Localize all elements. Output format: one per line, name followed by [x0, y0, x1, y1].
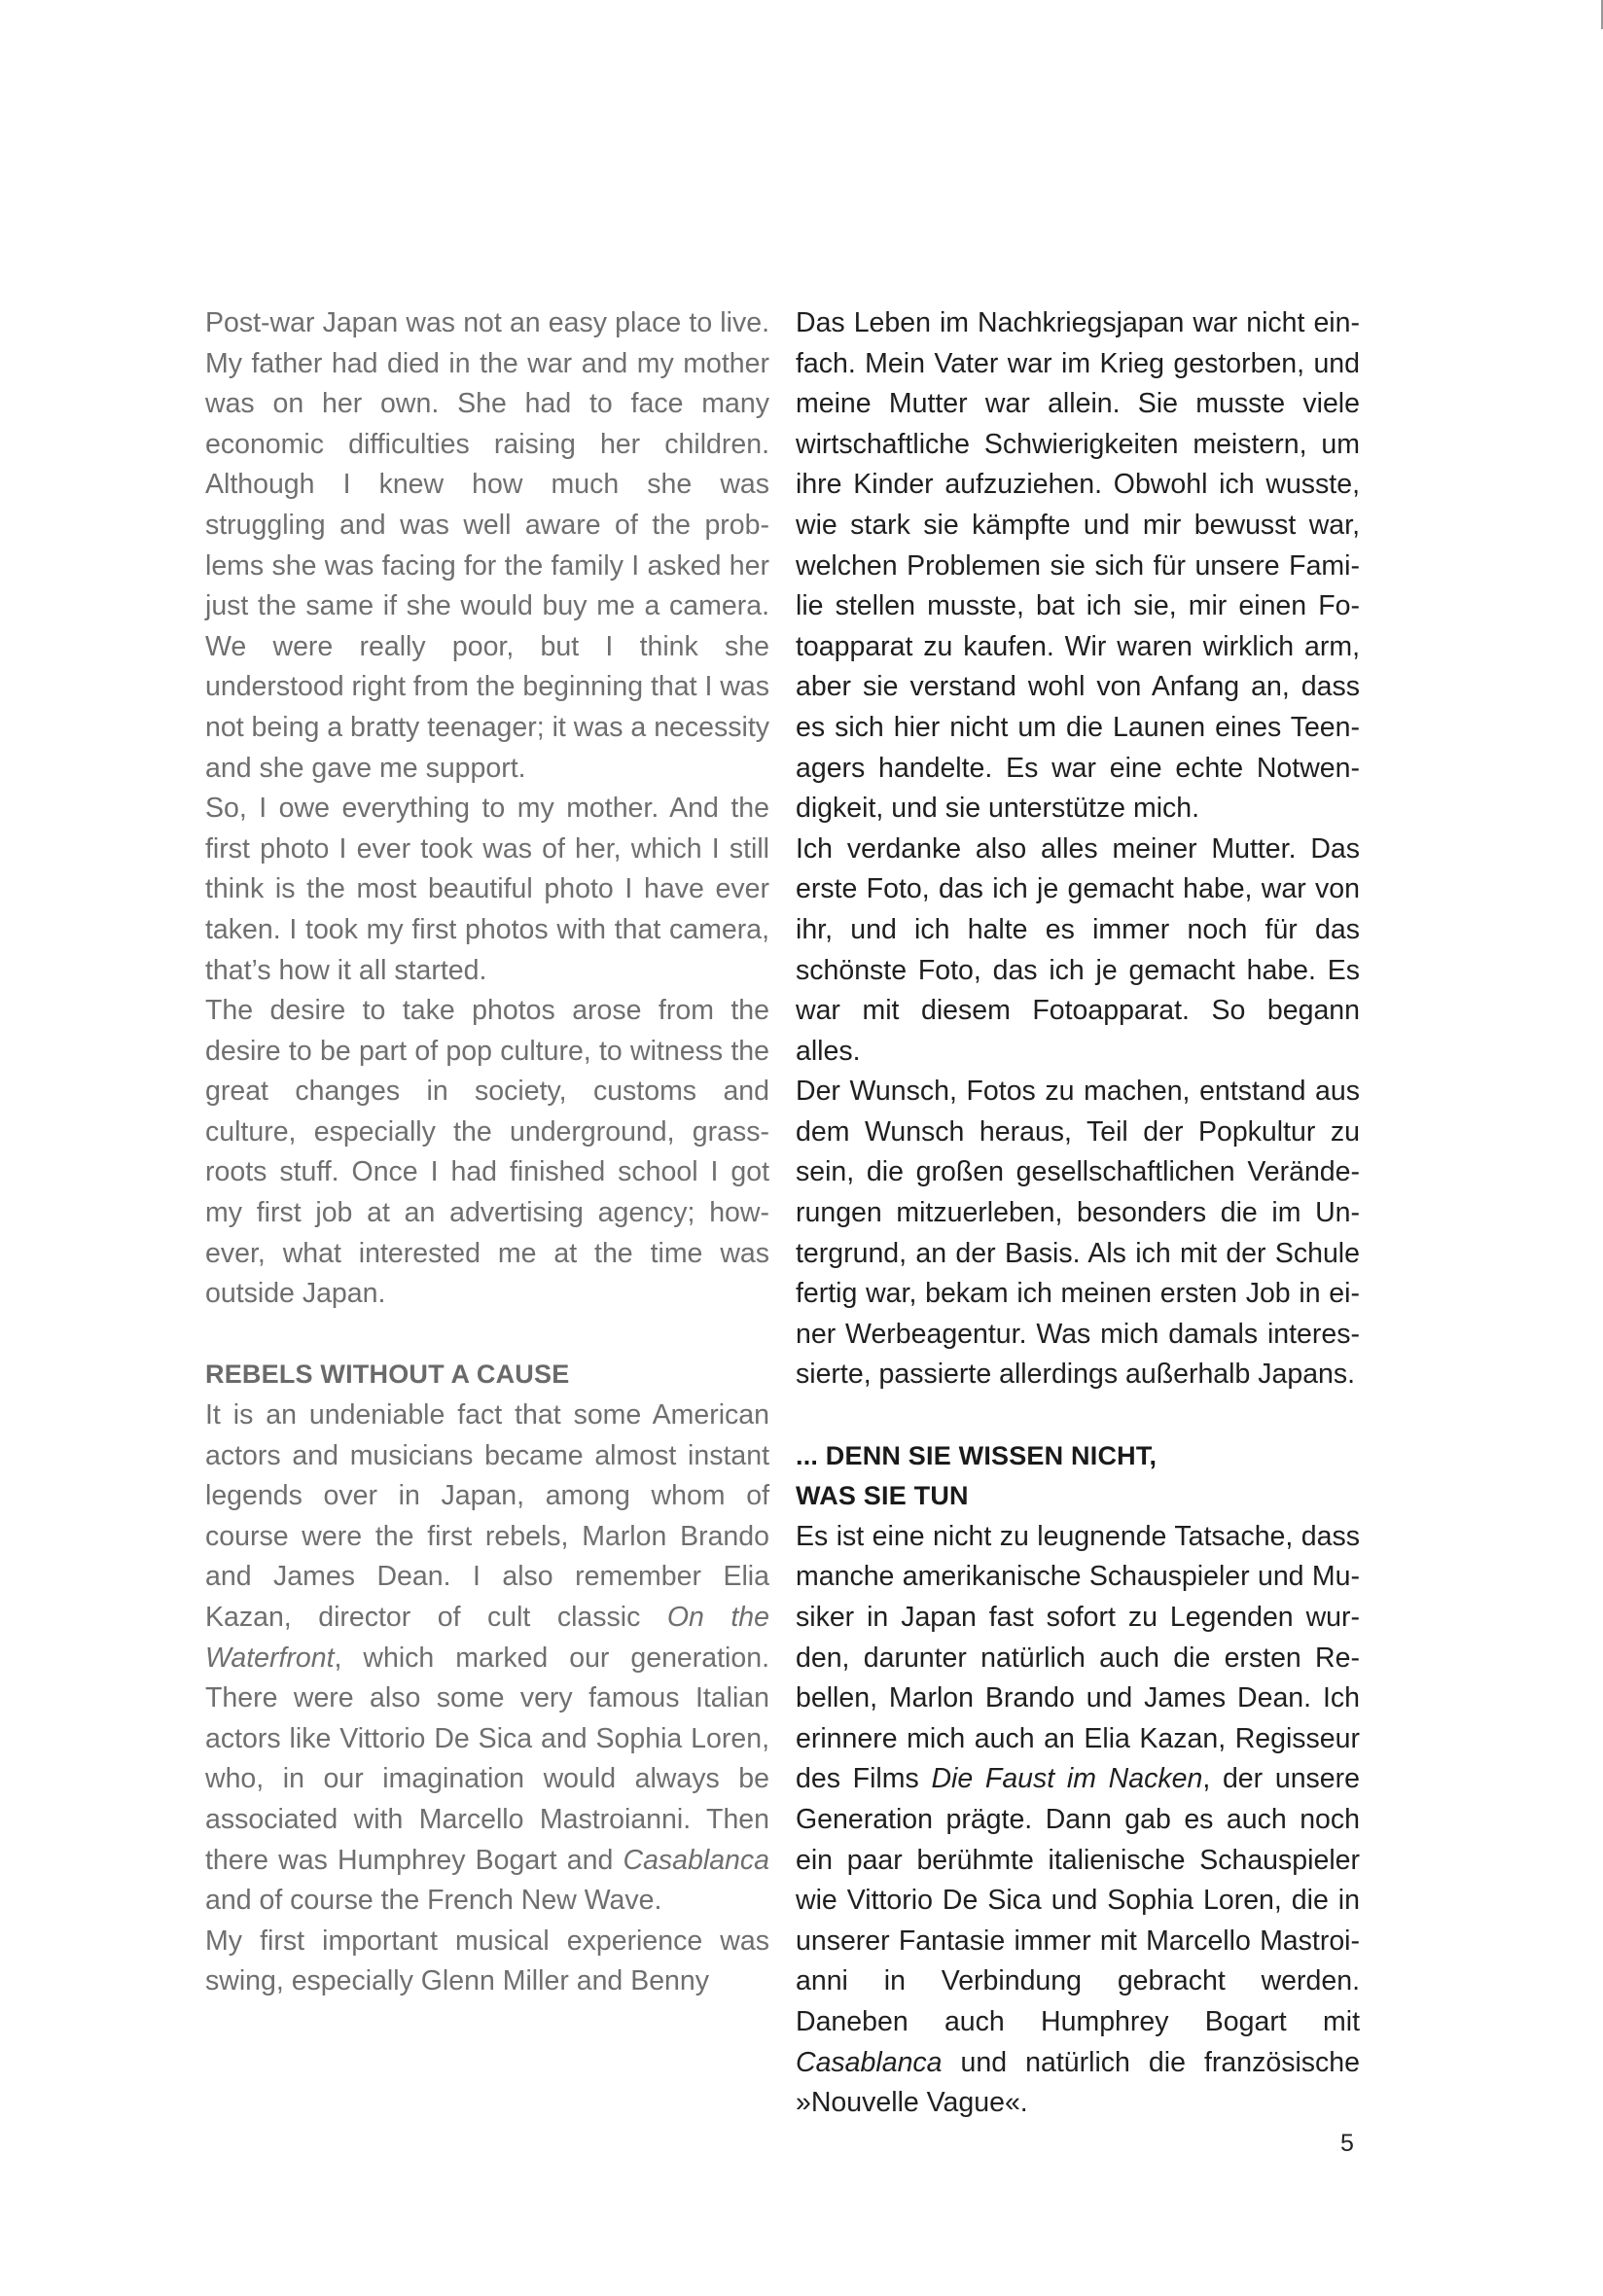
german-paragraph-1: Das Leben im Nachkriegsjapan war nicht einfach. Mein Vater war im Krieg gestorben, und meine Mutter war allein. Sie musste viele wirtschaftliche Schwierigkeiten meistern, um ihre Kinder aufzuziehen. Obwohl ich wusste, wie stark sie kämpfte und mir bewusst war, welchen Problemen sie sich für unsere Familie stellen musste, bat ich sie, mir einen Fotoapparat zu kaufen. Wir waren wirklich arm, aber sie verstand wohl von Anfang an, dass es sich hier nicht um die Launen eines Teenagers handelte. Es war eine echte Notwendigkeit, und sie unterstütze mich. [796, 307, 1360, 825]
text-run: It is an undeniable fact that some American actors and musicians became almost instant legends over in Japan, among whom of course were the first rebels, Marlon Brando and James Dean. I also remember Elia Kazan, director of cult classic [205, 1399, 769, 1633]
english-paragraph-1: Post-war Japan was not an easy place to live. My father had died in the war and my mother was on her own. She had to face many economic difficulties raising her children. Although I knew how much she was struggling and was well aware of the problems she was facing for the family I asked her just the same if she would buy me a camera. We were really poor, but I think she understood right from the beginning that I was not being a bratty teenager; it was a necessity and she gave me support. [205, 307, 769, 784]
english-paragraph-2: So, I owe everything to my mother. And the first photo I ever took was of her, which I still think is the most beautiful photo I have ever taken. I took my first photos with that camera, that’s how it all started. [205, 793, 769, 986]
text-run: , der unsere Generation prägte. Dann gab es auch noch ein paar berühmte italienische Schauspieler wie Vittorio De Sica und Sophia Loren, die in unserer Fantasie immer mit Marcello Mastroianni in Verbindung gebracht werden. Daneben auch Humphrey Bogart mit [796, 1763, 1360, 2037]
english-section-heading: REBELS WITHOUT A CAUSE [205, 1360, 570, 1390]
text-run: , which marked our generation. There were also some very famous Italian actors like Vittorio De Sica and Sophia Loren, who, in our imagination would always be associated with Marcello Mastroianni. Then there was Humphrey Bogart and [205, 1642, 769, 1876]
english-section-paragraph-1 [205, 1395, 769, 1922]
page-number: 5 [1340, 2130, 1354, 2157]
english-paragraph-3: The desire to take photos arose from the desire to be part of pop culture, to witness the great changes in society, customs and culture, especially the underground, grassroots stuff. Once I had finished school I got my first job at an advertising agency; however, what interested me at the time was outside Japan. [205, 995, 769, 1310]
german-column [796, 303, 1360, 2124]
text-run: und natürlich die französische »Nouvelle Vague«. [796, 2046, 1360, 2119]
film-title-italic: Die Faust im Nacken [931, 1763, 1203, 1795]
german-section-paragraph-1 [796, 1517, 1360, 2124]
german-section-heading-line-2: WAS SIE TUN [796, 1481, 969, 1511]
english-column [205, 303, 769, 2002]
german-paragraph-3: Der Wunsch, Fotos zu machen, entstand aus dem Wunsch heraus, Teil der Popkultur zu sein, die großen gesellschaftlichen Veränderungen mitzuerleben, besonders die im Untergrund, an der Basis. Als ich mit der Schule fertig war, bekam ich meinen ersten Job in einer Werbeagentur. Was mich damals interessierte, passierte allerdings außerhalb Japans. [796, 1076, 1360, 1391]
section-gap [796, 1395, 1360, 1436]
text-run: Es ist eine nicht zu leugnende Tatsache, dass manche amerikanische Schauspieler und Musiker in Japan fast sofort zu Legenden wurden, darunter natürlich auch die ersten Rebellen, Marlon Brando und James Dean. Ich erinnere mich auch an Elia Kazan, Regisseur des Films [796, 1520, 1360, 1795]
english-section-paragraph-2: My first important musical experience was swing, especially Glenn Miller and Benny [205, 1925, 769, 1997]
section-gap [205, 1315, 769, 1356]
film-title-italic: On the Waterfront [205, 1602, 769, 1674]
film-title-italic: Casablanca [796, 2046, 943, 2078]
german-section-heading-line-1: ... DENN SIE WISSEN NICHT, [796, 1440, 1158, 1470]
film-title-italic: Casablanca [623, 1844, 769, 1876]
german-paragraph-2: Ich verdanke also alles meiner Mutter. Das erste Foto, das ich je gemacht habe, war von ihr, und ich halte es immer noch für das schönste Foto, das ich je gemacht habe. Es war mit diesem Fotoapparat. So begann alles. [796, 832, 1360, 1067]
text-run: and of course the French New Wave. [205, 1885, 662, 1917]
